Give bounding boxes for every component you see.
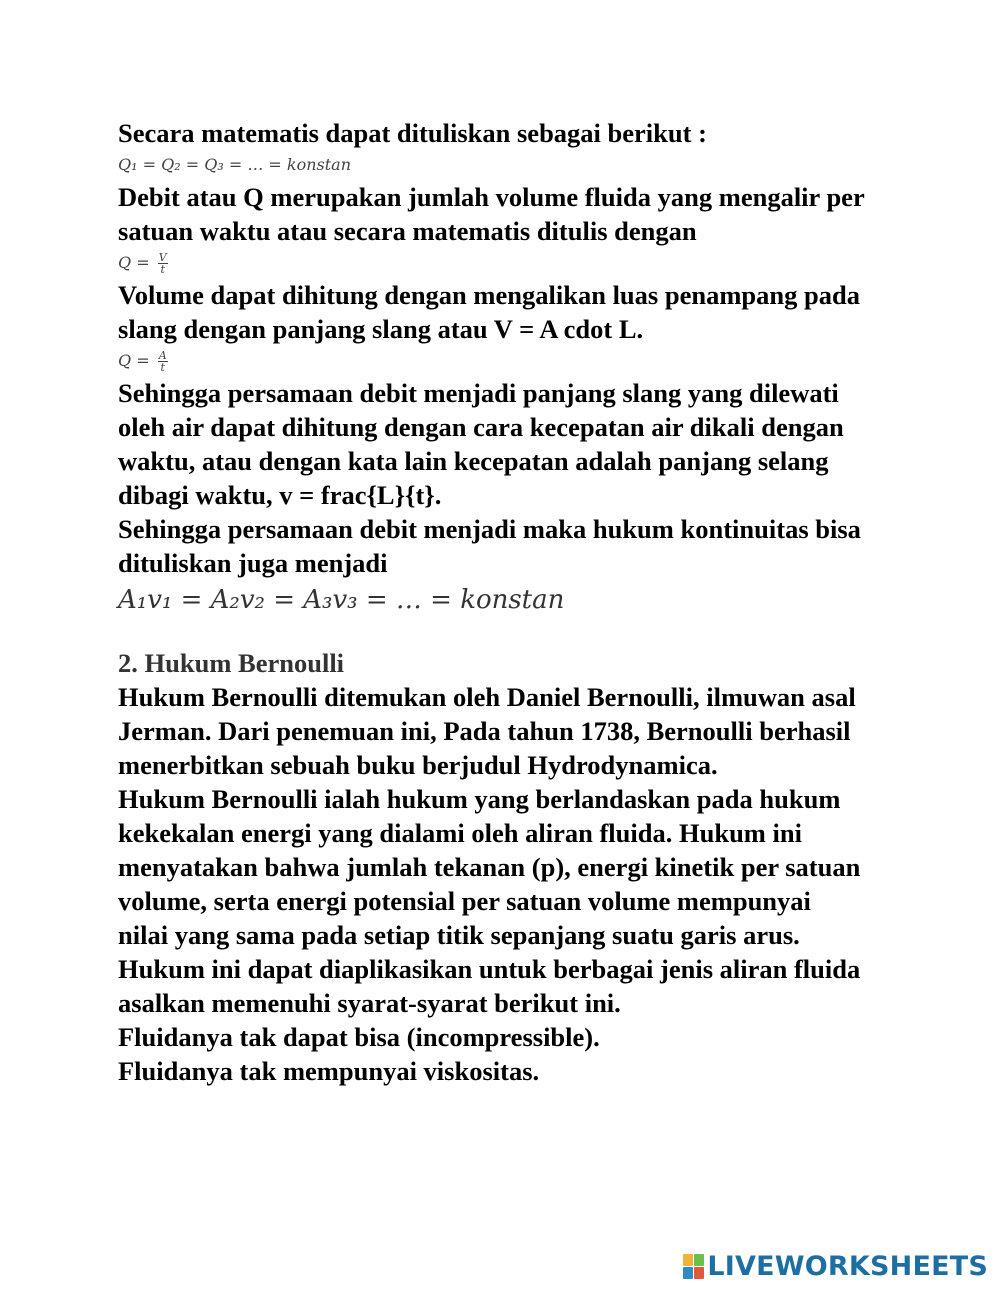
text-line: Hukum ini dapat diaplikasikan untuk berbagai jenis aliran fluida bbox=[118, 954, 861, 984]
text-line: nilai yang sama pada setiap titik sepanjang suatu garis arus. bbox=[118, 920, 800, 950]
text-line: Fluidanya tak dapat bisa (incompressible). bbox=[118, 1022, 600, 1052]
text-line: Jerman. Dari penemuan ini, Pada tahun 1738, Bernoulli berhasil bbox=[118, 716, 851, 746]
formula-continuity: Q₁ = Q₂ = Q₃ = … = konstan bbox=[118, 155, 352, 174]
document-body bbox=[118, 116, 958, 1088]
text-line: dituliskan juga menjadi bbox=[118, 548, 388, 578]
text-line: kekekalan energi yang dialami oleh aliran fluida. Hukum ini bbox=[118, 818, 802, 848]
text-line: satuan waktu atau secara matematis ditulis dengan bbox=[118, 216, 697, 246]
formula-continuity-av: A₁v₁ = A₂v₂ = A₃v₃ = … = konstan bbox=[118, 585, 565, 615]
logo-text: LIVEWORKSHEETS bbox=[707, 1251, 988, 1282]
text-line: Secara matematis dapat dituliskan sebagai berikut : bbox=[118, 118, 707, 148]
text-line: Sehingga persamaan debit menjadi panjang slang yang dilewati bbox=[118, 378, 839, 408]
text-line: oleh air dapat dihitung dengan cara kecepatan air dikali dengan bbox=[118, 412, 844, 442]
text-line: Volume dapat dihitung dengan mengalikan luas penampang pada bbox=[118, 280, 860, 310]
text-line: asalkan memenuhi syarat-syarat berikut ini. bbox=[118, 988, 621, 1018]
text-line: waktu, atau dengan kata lain kecepatan adalah panjang selang bbox=[118, 446, 829, 476]
logo-square bbox=[694, 1267, 704, 1279]
text-line: slang dengan panjang slang atau V = A cdot L. bbox=[118, 314, 644, 344]
logo-mark-icon bbox=[683, 1254, 704, 1279]
formula-debit-area bbox=[118, 346, 958, 376]
fraction bbox=[158, 252, 168, 275]
formula-lhs: Q = bbox=[118, 351, 150, 370]
text-line: Sehingga persamaan debit menjadi maka hukum kontinuitas bisa bbox=[118, 514, 861, 544]
section-heading: 2. Hukum Bernoulli bbox=[118, 648, 345, 678]
liveworksheets-logo[interactable] bbox=[683, 1251, 988, 1282]
text-line: Debit atau Q merupakan jumlah volume fluida yang mengalir per bbox=[118, 182, 865, 212]
text-line: menyatakan bahwa jumlah tekanan (p), energi kinetik per satuan bbox=[118, 852, 861, 882]
fraction-numerator: V bbox=[158, 251, 167, 264]
formula-debit bbox=[118, 248, 958, 278]
logo-square bbox=[683, 1254, 693, 1266]
text-line: volume, serta energi potensial per satuan volume mempunyai bbox=[118, 886, 811, 916]
fraction-denominator: t bbox=[160, 361, 165, 374]
fraction-denominator: t bbox=[160, 263, 165, 276]
text-line: Fluidanya tak mempunyai viskositas. bbox=[118, 1056, 540, 1086]
fraction-numerator: A bbox=[158, 349, 167, 362]
logo-square bbox=[694, 1254, 704, 1266]
text-line: Hukum Bernoulli ditemukan oleh Daniel Bernoulli, ilmuwan asal bbox=[118, 682, 856, 712]
text-line: dibagi waktu, v = frac{L}{t}. bbox=[118, 480, 442, 510]
fraction bbox=[158, 350, 168, 373]
formula-lhs: Q = bbox=[118, 253, 150, 272]
text-line: Hukum Bernoulli ialah hukum yang berlandaskan pada hukum bbox=[118, 784, 841, 814]
logo-square bbox=[683, 1267, 693, 1279]
text-line: menerbitkan sebuah buku berjudul Hydrodynamica. bbox=[118, 750, 718, 780]
